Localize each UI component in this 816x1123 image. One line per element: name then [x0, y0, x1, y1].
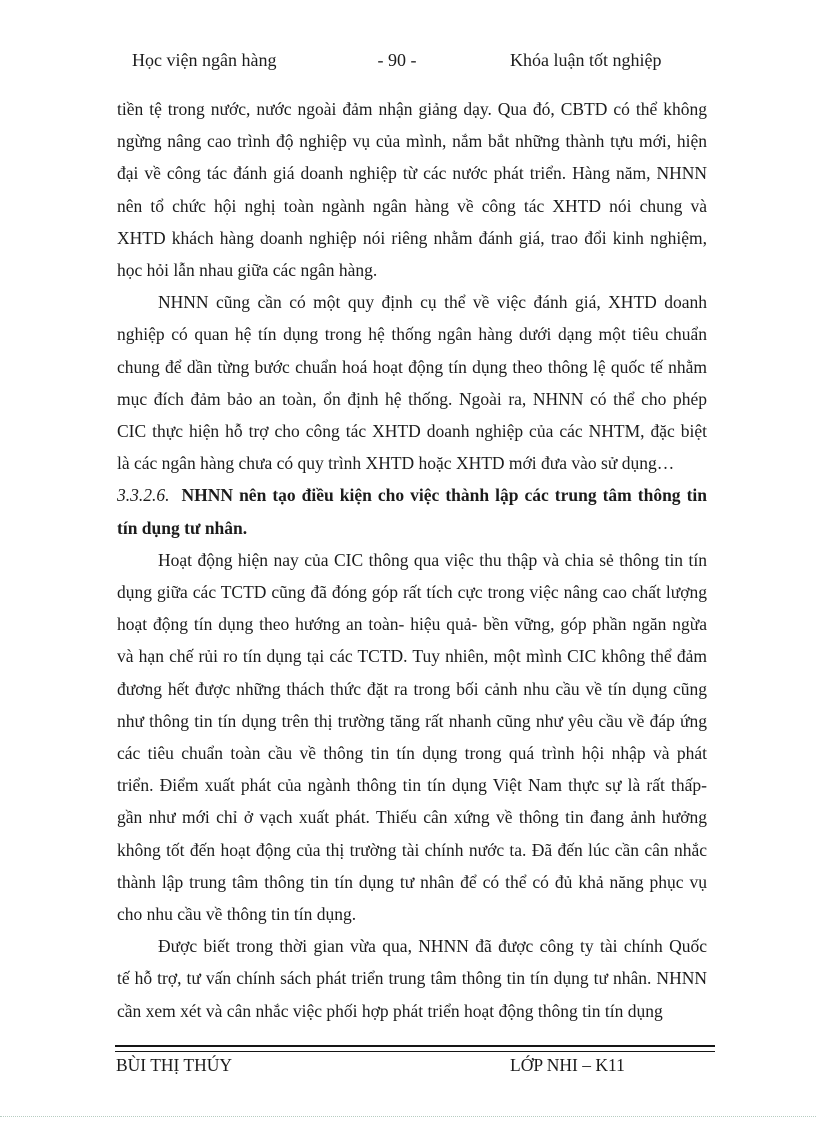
body-line: và hạn chế rủi ro tín dụng tại các TCTD. Tuy nhiên, một mình CIC không thể đảm — [117, 646, 707, 667]
body-line: chung để dần từng bước chuẩn hoá hoạt động tín dụng theo thông lệ quốc tế nhằm — [117, 356, 707, 377]
header-institution: Học viện ngân hàng — [132, 50, 277, 70]
body-line: triển. Điểm xuất phát của ngành thông tin tín dụng Việt Nam thực sự là rất thấp- — [117, 775, 707, 796]
body-line: không tốt đến hoạt động của thị trường tài chính nước ta. Đã đến lúc cần cân nhắc — [117, 839, 707, 860]
body-line: các tiêu chuẩn toàn cầu về thông tin tín dụng trong quá trình hội nhập và phát — [117, 743, 707, 764]
document-body — [117, 93, 707, 1027]
body-line: Được biết trong thời gian vừa qua, NHNN đã được công ty tài chính Quốc — [158, 936, 707, 957]
body-line: cần xem xét và cân nhắc việc phối hợp phát triển hoạt động thông tin tín dụng — [117, 1000, 663, 1021]
body-line: Hoạt động hiện nay của CIC thông qua việc thu thập và chia sẻ thông tin tín — [158, 549, 707, 570]
footer-rule — [115, 1045, 715, 1052]
body-line: dụng giữa các TCTD cũng đã đóng góp rất tích cực trong việc nâng cao chất lượng — [117, 582, 707, 603]
body-line: như thông tin tín dụng trên thị trường tăng rất nhanh cũng như yêu cầu về đáp ứng — [117, 710, 707, 731]
body-line: XHTD khách hàng doanh nghiệp nói riêng nhằm đánh giá, trao đổi kinh nghiệm, — [117, 227, 707, 248]
heading-line: tín dụng tư nhân. — [117, 517, 248, 538]
body-line: học hỏi lẫn nhau giữa các ngân hàng. — [117, 260, 378, 281]
page-header — [0, 50, 816, 76]
body-line: CIC thực hiện hỗ trợ cho công tác XHTD doanh nghiệp của các NHTM, đặc biệt — [117, 421, 707, 442]
body-line: tiền tệ trong nước, nước ngoài đảm nhận giảng dạy. Qua đó, CBTD có thể không — [117, 99, 707, 119]
body-line: là các ngân hàng chưa có quy trình XHTD hoặc XHTD mới đưa vào sử dụng… — [117, 453, 675, 474]
body-line: thành lập trung tâm thông tin tín dụng tư nhân để có thể có đủ khả năng phục vụ — [117, 871, 707, 892]
body-line: đương hết được những thách thức đặt ra trong bối cảnh nhu cầu về tín dụng cũng — [117, 678, 707, 699]
body-line: cho nhu cầu về thông tin tín dụng. — [117, 904, 357, 925]
body-line: mục đích đảm bảo an toàn, ổn định hệ thống. Ngoài ra, NHNN có thể cho phép — [117, 388, 707, 409]
body-line: NHNN cũng cần có một quy định cụ thể về việc đánh giá, XHTD doanh — [158, 292, 707, 313]
heading-number: 3.3.2.6. — [117, 485, 182, 506]
body-line: đại về công tác đánh giá doanh nghiệp từ các nước phát triển. Hàng năm, NHNN — [117, 163, 707, 184]
body-line: nghiệp có quan hệ tín dụng trong hệ thống ngân hàng dưới dạng một tiêu chuẩn — [117, 324, 707, 345]
body-line: ngừng nâng cao trình độ nghiệp vụ của mình, nắm bắt những thành tựu mới, hiện — [117, 131, 707, 152]
body-line: hoạt động tín dụng theo hướng an toàn- hiệu quả- bền vững, góp phần ngăn ngừa — [117, 614, 707, 635]
footer-class: LỚP NHI – K11 — [510, 1055, 625, 1075]
heading-line — [117, 479, 707, 511]
scan-edge-line — [0, 1116, 816, 1117]
heading-text: NHNN nên tạo điều kiện cho việc thành lập các trung tâm thông tin — [181, 485, 707, 506]
header-page-number: - 90 - — [377, 50, 417, 70]
header-doc-type: Khóa luận tốt nghiệp — [510, 50, 662, 70]
body-line: gần như mới chỉ ở vạch xuất phát. Thiếu cân xứng về thông tin đang ảnh hưởng — [117, 807, 707, 828]
body-line: tế hỗ trợ, tư vấn chính sách phát triển trung tâm thông tin tín dụng tư nhân. NHNN — [117, 968, 707, 989]
body-line: nên tổ chức hội nghị toàn ngành ngân hàng về công tác XHTD nói chung và — [117, 195, 707, 216]
footer-author: BÙI THỊ THÚY — [116, 1055, 233, 1075]
